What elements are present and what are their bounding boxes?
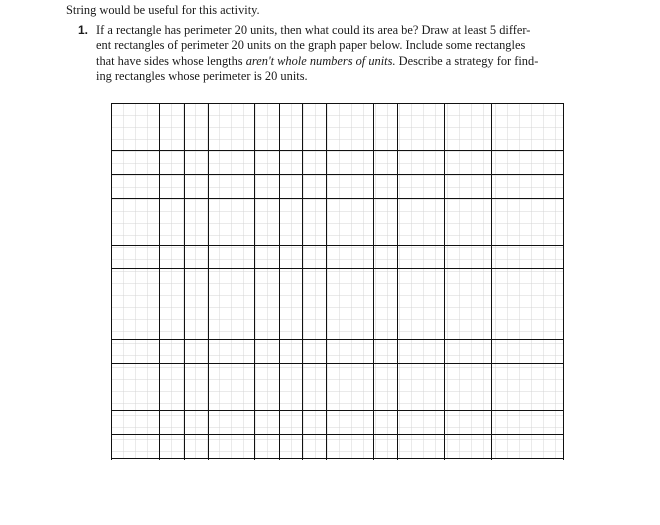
problem-statement <box>96 23 578 84</box>
problem-line-3-end: Describe a strategy for find- <box>395 53 539 68</box>
problem-line-2: ent rectangles of perimeter 20 units on the graph paper below. Include some rectangles <box>96 38 526 53</box>
graph-paper-grid <box>111 103 564 460</box>
emphasis-text: aren't whole numbers of units. <box>245 53 396 68</box>
intro-text: String would be useful for this activity. <box>66 3 260 17</box>
problem-line-1: If a rectangle has perimeter 20 units, then what could its area be? Draw at least 5 differ- <box>96 23 531 37</box>
problem-line-3-start: that have sides whose lengths <box>96 53 246 68</box>
problem-number: 1. <box>78 23 89 37</box>
problem-line-4: ing rectangles whose perimeter is 20 units. <box>96 68 308 83</box>
problem-line-3 <box>96 54 578 69</box>
graph-paper-faint-grid <box>111 103 563 458</box>
